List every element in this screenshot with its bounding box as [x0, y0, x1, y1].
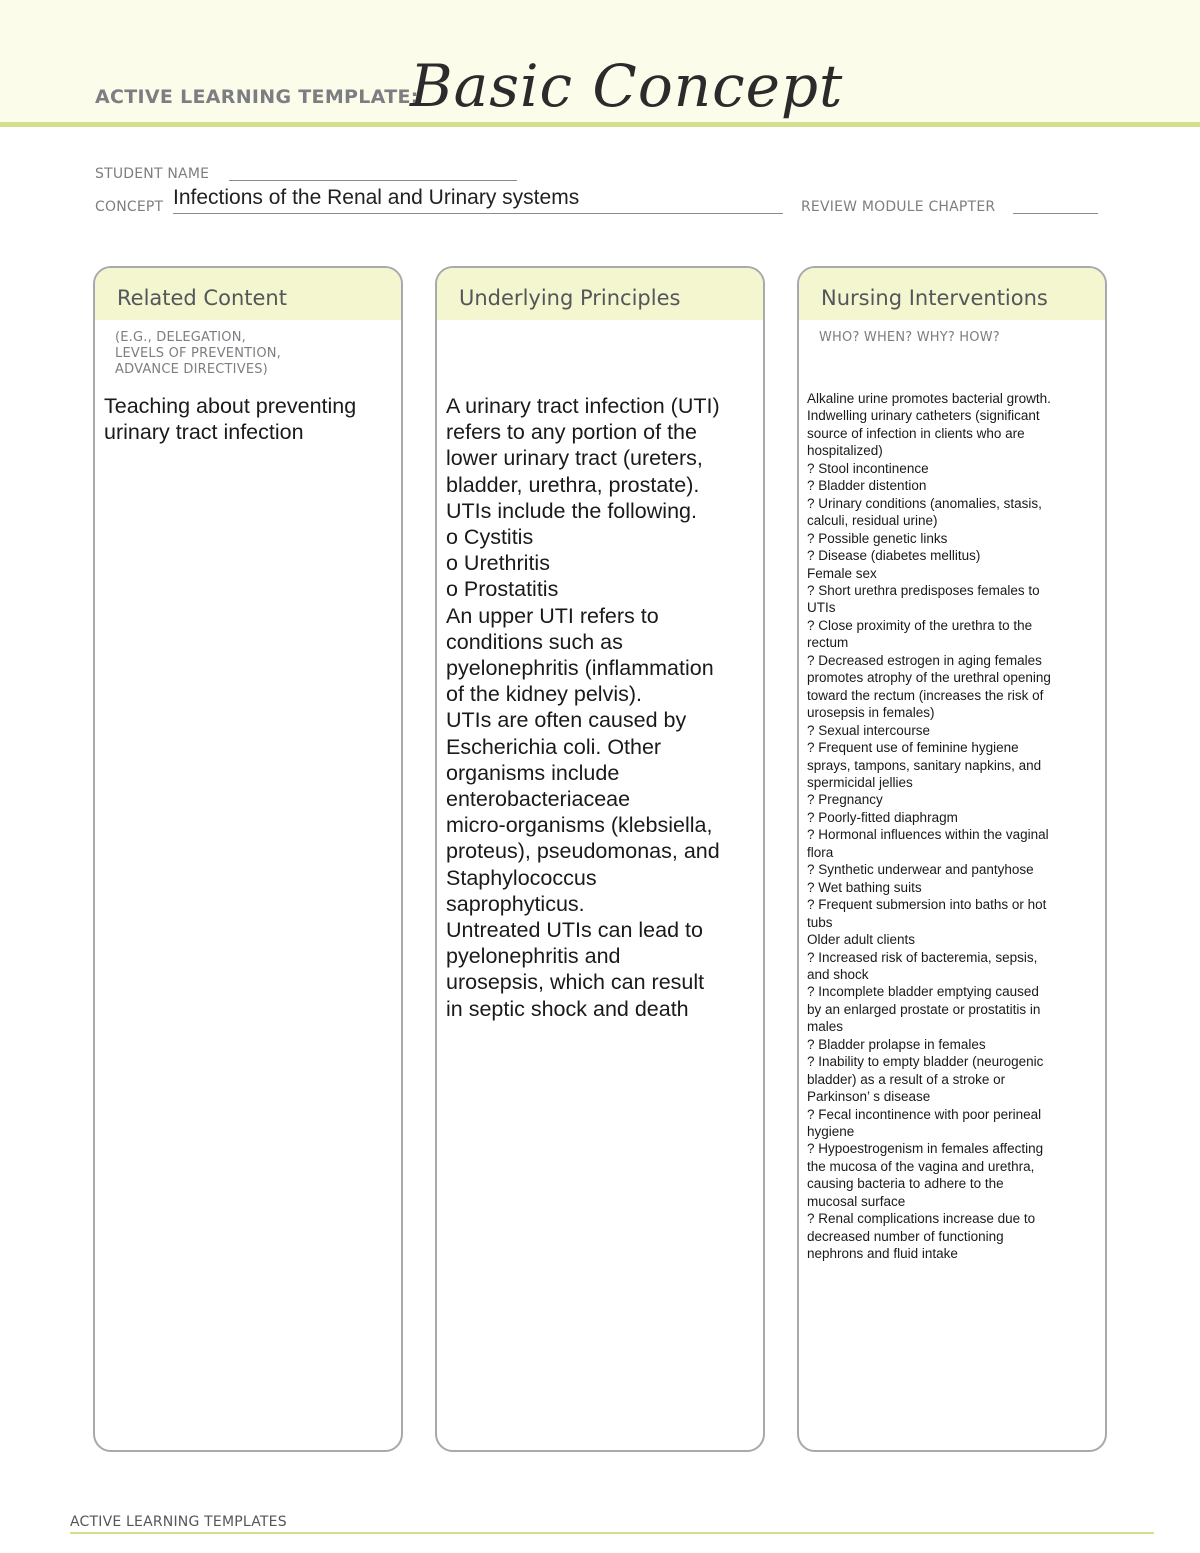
text-line: pyelonephritis and: [446, 944, 621, 969]
text-line: ? Sexual intercourse: [807, 722, 931, 738]
text-line: urosepsis in females): [807, 705, 935, 721]
concept-value: Infections of the Renal and Urinary systems: [173, 186, 580, 209]
text-line: A urinary tract infection (UTI): [446, 394, 720, 418]
subtitle-line: (E.G., DELEGATION,: [115, 330, 246, 345]
text-line: ? Poorly-fitted diaphragm: [807, 809, 958, 825]
text-line: ? Fecal incontinence with poor perineal: [807, 1106, 1042, 1122]
text-line: nephrons and fluid intake: [807, 1246, 958, 1262]
text-line: ? Disease (diabetes mellitus): [807, 548, 981, 564]
text-line: ? Frequent submersion into baths or hot: [807, 897, 1047, 913]
student-name-field[interactable]: [229, 180, 517, 181]
template-label: ACTIVE LEARNING TEMPLATE:: [95, 86, 419, 108]
text-line: ? Close proximity of the urethra to the: [807, 617, 1033, 633]
text-line: decreased number of functioning: [807, 1228, 1004, 1244]
text-line: of the kidney pelvis).: [446, 682, 642, 707]
text-line: rectum: [807, 635, 849, 651]
text-line: enterobacteriaceae: [446, 787, 631, 812]
text-line: ? Hormonal influences within the vaginal: [807, 827, 1049, 843]
underlying-principles-title: Underlying Principles: [459, 286, 681, 310]
text-line: ? Renal complications increase due to: [807, 1211, 1036, 1227]
text-line: causing bacteria to adhere to the: [807, 1176, 1004, 1192]
footer-label: ACTIVE LEARNING TEMPLATES: [70, 1514, 287, 1530]
text-line: ? Bladder prolapse in females: [807, 1036, 986, 1052]
text-line: mucosal surface: [807, 1193, 906, 1209]
page-title: Basic Concept: [410, 52, 844, 120]
text-line: tubs: [807, 914, 833, 930]
text-line: o Cystitis: [446, 525, 534, 550]
text-line: ? Inability to empty bladder (neurogenic: [807, 1054, 1044, 1070]
text-line: Teaching about preventing: [104, 394, 357, 418]
related-content-title: Related Content: [117, 286, 287, 310]
text-line: o Prostatitis: [446, 577, 559, 602]
text-line: Escherichia coli. Other: [446, 734, 662, 759]
text-line: saprophyticus.: [446, 891, 585, 916]
text-line: in septic shock and death: [446, 996, 689, 1021]
text-line: and shock: [807, 966, 869, 982]
text-line: ? Possible genetic links: [807, 530, 948, 546]
text-line: ? Bladder distention: [807, 478, 927, 494]
text-line: ? Decreased estrogen in aging females: [807, 652, 1042, 668]
text-line: Alkaline urine promotes bacterial growth.: [807, 391, 1051, 406]
related-content-panel: [93, 266, 403, 1452]
text-line: promotes atrophy of the urethral opening: [807, 670, 1051, 686]
text-line: ? Short urethra predisposes females to: [807, 582, 1040, 598]
text-line: sprays, tampons, sanitary napkins, and: [807, 757, 1042, 773]
text-line: micro-organisms (klebsiella,: [446, 813, 713, 838]
text-line: ? Stool incontinence: [807, 460, 929, 476]
nursing-interventions-panel: [797, 266, 1107, 1452]
subtitle-line: ADVANCE DIRECTIVES): [115, 362, 268, 377]
text-line: calculi, residual urine): [807, 513, 938, 529]
review-module-label: REVIEW MODULE CHAPTER: [801, 199, 996, 215]
concept-label: CONCEPT: [95, 199, 164, 215]
text-line: hospitalized): [807, 443, 883, 459]
text-line: Older adult clients: [807, 932, 916, 948]
text-line: urinary tract infection: [104, 420, 304, 445]
text-line: source of infection in clients who are: [807, 425, 1025, 441]
text-line: UTIs include the following.: [446, 498, 697, 523]
underlying-principles-text[interactable]: [446, 393, 720, 1022]
text-line: Female sex: [807, 565, 877, 581]
text-line: the mucosa of the vagina and urethra,: [807, 1158, 1035, 1174]
text-line: Untreated UTIs can lead to: [446, 918, 703, 943]
text-line: ? Increased risk of bacteremia, sepsis,: [807, 949, 1038, 965]
header-rule: [0, 122, 1200, 127]
related-content-text[interactable]: [104, 393, 356, 445]
underlying-principles-panel: [435, 266, 765, 1452]
text-line: Parkinson’ s disease: [807, 1089, 931, 1105]
text-line: proteus), pseudomonas, and: [446, 839, 720, 864]
text-line: o Urethritis: [446, 551, 550, 576]
nursing-interventions-subtitle: WHO? WHEN? WHY? HOW?: [819, 330, 1000, 345]
text-line: ? Hypoestrogenism in females affecting: [807, 1141, 1044, 1157]
text-line: conditions such as: [446, 629, 623, 654]
text-line: ? Pregnancy: [807, 792, 883, 808]
text-line: bladder) as a result of a stroke or: [807, 1071, 1006, 1087]
review-module-field[interactable]: [1013, 213, 1098, 214]
text-line: Indwelling urinary catheters (significant: [807, 408, 1040, 424]
text-line: ? Synthetic underwear and pantyhose: [807, 862, 1034, 878]
text-line: ? Urinary conditions (anomalies, stasis,: [807, 495, 1042, 511]
text-line: UTIs are often caused by: [446, 708, 687, 733]
text-line: refers to any portion of the: [446, 420, 697, 445]
text-line: organisms include: [446, 760, 620, 785]
nursing-interventions-text[interactable]: [807, 390, 1051, 1263]
subtitle-line: LEVELS OF PREVENTION,: [115, 346, 282, 361]
text-line: lower urinary tract (ureters,: [446, 446, 703, 471]
text-line: An upper UTI refers to: [446, 603, 659, 628]
text-line: bladder, urethra, prostate).: [446, 472, 700, 497]
text-line: UTIs: [807, 600, 836, 616]
text-line: toward the rectum (increases the risk of: [807, 687, 1044, 703]
related-content-subtitle: [115, 330, 281, 378]
concept-field[interactable]: [173, 213, 783, 214]
text-line: males: [807, 1019, 844, 1035]
text-line: Staphylococcus: [446, 865, 597, 890]
text-line: spermicidal jellies: [807, 774, 913, 790]
text-line: ? Wet bathing suits: [807, 879, 922, 895]
nursing-interventions-title: Nursing Interventions: [821, 286, 1048, 310]
text-line: flora: [807, 844, 834, 860]
student-name-label: STUDENT NAME: [95, 166, 210, 182]
text-line: urosepsis, which can result: [446, 970, 705, 995]
text-line: ? Incomplete bladder emptying caused: [807, 984, 1039, 1000]
text-line: ? Frequent use of feminine hygiene: [807, 740, 1019, 756]
text-line: pyelonephritis (inflammation: [446, 656, 714, 681]
text-line: hygiene: [807, 1124, 855, 1140]
footer-rule: [70, 1532, 1154, 1534]
text-line: by an enlarged prostate or prostatitis in: [807, 1001, 1041, 1017]
